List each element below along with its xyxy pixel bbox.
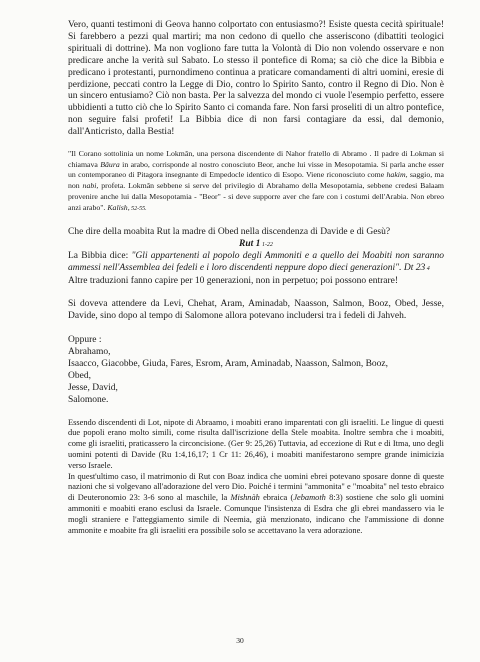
- list-item: Obed,: [68, 370, 91, 381]
- paragraph-intro: Vero, quanti testimoni di Geova hanno colportato con entusiasmo?! Esiste questa cecità spirituale! Si farebbero a pezzi qual martiri; ma non cedono di quello che asseriscono (dibattiti teologici spirituali di dottrine). Ma non vogliono fare tutta la Volontà di Dio non volendo osservare e non predicare anche la verità sul Sabato. Lo stesso il pontefice di Roma; sa ciò che dice la Bibbia e predicano i protestanti, purnondimeno continua a praticare comandamenti di altri uomini, eresie di perdizione, peccati contro la Legge di Dio, contro lo Spirito Santo, contro il Regno di Dio. Non è un sincero entusiamo? Ciò non basta. Per la salvezza del mondo ci vuole l'esempio perfetto, essere ubbidienti a tutto ciò che lo Spirito Santo ci comanda fare. Non farsi proseliti di un altro pontefice, non seguire falsi profeti! La Bibbia dice di non farsi contagiare da essi, dal demonio, dall'Anticristo, dalla Bestia!: [68, 20, 444, 138]
- reference-title: Rut 1 1-22: [239, 239, 273, 250]
- genealogy-paragraph: Si doveva attendere da Levi, Chehat, Aram, Aminadab, Naasson, Salmon, Booz, Obed, Jesse, Davide, sino dopo al tempo di Salomone allora potevano includersi tra i fedeli di Jahveh.: [68, 298, 444, 321]
- list-item: Abrahamo,: [68, 346, 111, 357]
- list-item: Salomone.: [68, 394, 109, 405]
- bible-quote: La Bibbia dice: "Gli appartenenti al popolo degli Ammoniti e a quello dei Moabiti non saranno ammessi nell'Assemblea dei fedeli e i loro discendenti neppure dopo dieci generazioni". Dt 23 4: [68, 251, 444, 274]
- genealogy-list: [68, 334, 444, 406]
- paragraph-moabites: Essendo discendenti di Lot, nipote di Abraamo, i moabiti erano imparentati con gli israeliti. Le lingue di questi due popoli erano molto simili, come risulta dall'iscrizione della Stele moabita. Inoltre sembra che i moabiti, come gli israeliti, praticassero la circoncisione. (Ger 9: 25,26) Tuttavia, ad eccezione di Rut e di Itma, uno degli uomini potenti di Davide (Ru 1:4,16,17; 1 Cr 11: 26,46), i moabiti manifestarono sempre grande inimicizia verso Israele. In quest'ultimo caso, il matrimonio di Rut con Boaz indica che uomini ebrei potevano sposare donne di queste nazioni che si volgevano all'adorazione del vero Dio. Poiché i termini "ammonita" e "moabita" nel testo ebraico di Deuteronomio 23: 3-6 sono al maschile, la Mishnàh ebraica (Jebamoth 8:3) sostiene che solo gli uomini ammoniti e moabiti erano esclusi da Israele. Comunque l'insistenza di Esdra che gli ebrei mandassero via le mogli straniere e l'atteggiamento simile di Neemia, già menzionato, indicano che l'ammissione di donne ammonite e moabite fra gli israeliti era possibile solo se accettavano la vera adorazione.: [68, 417, 444, 535]
- question-rut: Che dire della moabita Rut la madre di Obed nella discendenza di Davide e di Gesù?: [68, 227, 391, 238]
- list-item: Oppure :: [68, 334, 102, 345]
- quote-koran-lokman: "Il Corano sottolinia un nome Lokmân, una persona discendente di Nahor fratello di Abramo . Il padre di Lokman si chiamava Bâura in arabo, corrisponde al nostro conosciuto Beor, anche lui visse in Mesopotamia. Si parla anche esser un contemporaneo di Pitagora insegnante di Empedocle identico di Esopo. Viene riconosciuto come hakim, saggio, ma non nabi, profeta. Lokmân sebbene si serve del privilegio di Abrahamo della Mesopotamia, sebbene credesi Balaam provenire anche lui dalla Mesopotamia - "Beor" - si deve supporre aver che fare con i costumi dell'Arabia. Non ebreo anzi arabo". Kalish, 52-55.: [68, 149, 445, 212]
- list-item: Isaacco, Giacobbe, Giuda, Fares, Esrom, Aram, Aminadab, Naasson, Salmon, Booz,: [68, 358, 389, 369]
- list-item: Jesse, David,: [68, 382, 118, 393]
- other-translations: Altre traduzioni fanno capire per 10 generazioni, non in perpetuo; poi possono entrare!: [68, 275, 399, 286]
- page-number: 30: [236, 636, 244, 645]
